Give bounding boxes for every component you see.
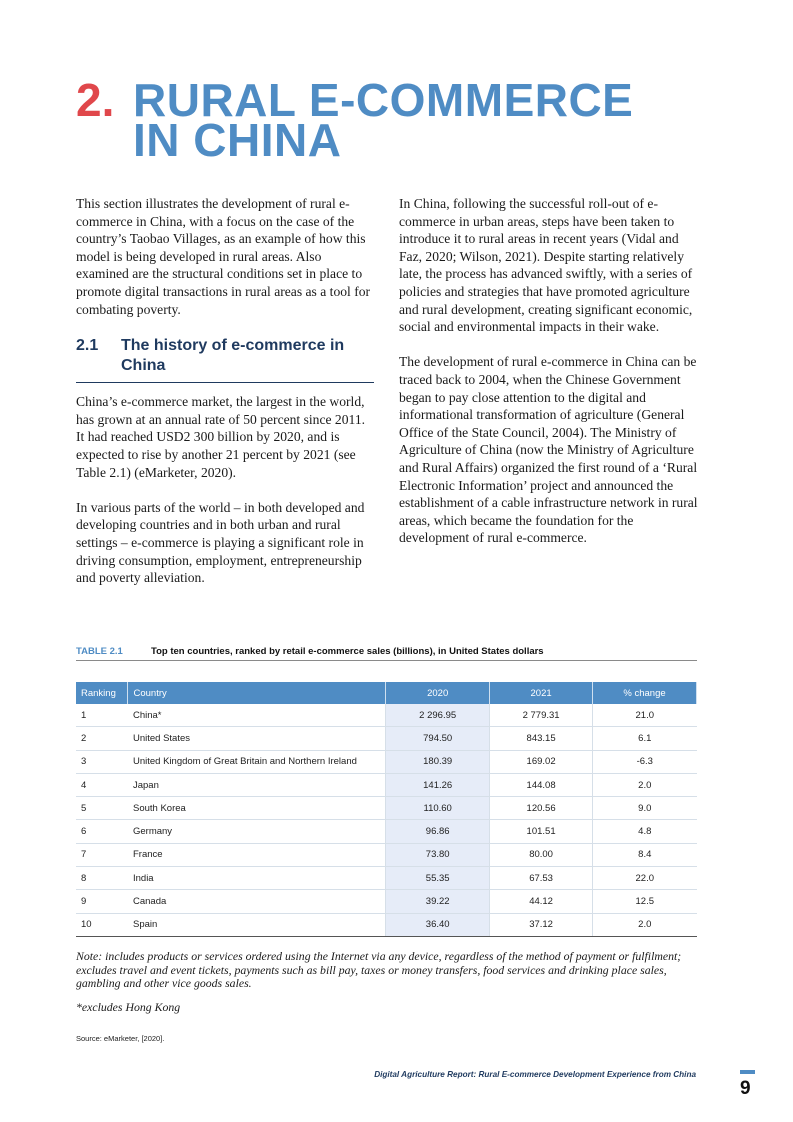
table-label: TABLE 2.1 [76,646,123,657]
cell-2021: 2 779.31 [490,704,593,727]
cell-country: United States [128,727,386,750]
cell-2021: 67.53 [490,867,593,890]
cell-2020: 794.50 [386,727,490,750]
cell-change: 22.0 [593,867,697,890]
cell-2020: 141.26 [386,773,490,796]
cell-2020: 2 296.95 [386,704,490,727]
cell-change: 12.5 [593,890,697,913]
section-number: 2.1 [76,337,99,355]
cell-change: 9.0 [593,797,697,820]
table-title: Top ten countries, ranked by retail e-commerce sales (billions), in United States dollars [151,646,544,657]
cell-2020: 39.22 [386,890,490,913]
table-row [76,797,697,820]
chapter-number: 2. [76,74,115,126]
cell-2021: 843.15 [490,727,593,750]
cell-country: Japan [128,773,386,796]
cell-country: India [128,867,386,890]
cell-ranking: 9 [76,890,128,913]
table-row [76,890,697,913]
sales-table [76,682,697,937]
cell-2020: 73.80 [386,843,490,866]
cell-2020: 180.39 [386,750,490,773]
cell-country: Spain [128,913,386,936]
table-caption [76,646,697,661]
section-title: The history of e-commerce in China [121,337,345,375]
header-country: Country [128,682,386,704]
cell-2021: 120.56 [490,797,593,820]
cell-change: 8.4 [593,843,697,866]
cell-2021: 169.02 [490,750,593,773]
right-column [399,195,699,564]
cell-2021: 101.51 [490,820,593,843]
header-2020: 2020 [386,682,490,704]
header-percent-change: % change [593,682,697,704]
page-number-bar [740,1070,755,1074]
table-footnote: *excludes Hong Kong [76,1000,181,1014]
table-row [76,867,697,890]
page-number: 9 [740,1078,751,1099]
header-ranking: Ranking [76,682,128,704]
table-note: Note: includes products or services ordered using the Internet via any device, regardless of the method of payment or fulfilment; excludes travel and event tickets, payments such as bill pay, taxes or money transfers, food services and drinking place sales, gambling and other vice goods sales. [76,949,682,991]
cell-ranking: 1 [76,704,128,727]
cell-ranking: 5 [76,797,128,820]
section-heading [76,336,374,383]
body-paragraph: In various parts of the world – in both developed and developing countries and in both urban and rural settings – e-commerce is playing a significant role in driving consumption, employment, entrepreneurship and poverty alleviation. [76,499,365,586]
cell-2020: 110.60 [386,797,490,820]
cell-ranking: 4 [76,773,128,796]
cell-country: France [128,843,386,866]
cell-2020: 36.40 [386,913,490,936]
cell-change: 21.0 [593,704,697,727]
chapter-title-line-2: IN CHINA [133,114,342,166]
header-2021: 2021 [490,682,593,704]
cell-change: 6.1 [593,727,697,750]
chapter-title-line-1: RURAL E-COMMERCE [133,74,634,126]
cell-2020: 55.35 [386,867,490,890]
table-row [76,773,697,796]
cell-2020: 96.86 [386,820,490,843]
cell-change: 2.0 [593,913,697,936]
cell-2021: 144.08 [490,773,593,796]
intro-paragraph: This section illustrates the development of rural e-commerce in China, with a focus on the case of the country’s Taobao Villages, as an example of how this model is being developed in rural areas. Also examined are the structural conditions set in place to promote digital transactions in rural areas as a tool for combating poverty. [76,196,371,317]
cell-change: 2.0 [593,773,697,796]
table-row [76,750,697,773]
body-paragraph: China’s e-commerce market, the largest in the world, has grown at an annual rate of 50 percent since 2011. It had reached USD2 300 billion by 2020, and is expected to rise by another 21 percent by 2021 (see Table 2.1) (eMarketer, 2020). [76,394,366,480]
cell-ranking: 2 [76,727,128,750]
cell-country: China* [128,704,386,727]
table-row [76,843,697,866]
cell-2021: 44.12 [490,890,593,913]
cell-ranking: 7 [76,843,128,866]
cell-change: -6.3 [593,750,697,773]
table-header-row [76,682,697,704]
table-row [76,913,697,936]
cell-ranking: 10 [76,913,128,936]
left-column [76,195,374,604]
cell-country: South Korea [128,797,386,820]
footer-report-title: Digital Agriculture Report: Rural E-commerce Development Experience from China [374,1070,696,1079]
cell-country: United Kingdom of Great Britain and Northern Ireland [128,750,386,773]
body-paragraph: In China, following the successful roll-out of e-commerce in urban areas, steps have been taken to introduce it to rural areas in recent years (Vidal and Faz, 2020; Wilson, 2021). Despite starting relatively late, the process has advanced swiftly, with a series of policies and strategies that have promoted agriculture and rural development, creating significant economic, social and environmental impacts in their wake. [399,196,693,335]
body-paragraph: The development of rural e-commerce in China can be traced back to 2004, when the Chinese Government began to pay close attention to the digital and informational transformation of agriculture (General Office of the State Council, 2004). The Ministry of Agriculture of China (now the Ministry of Agriculture and Rural Affairs) organized the first round of a ‘Rural Electronic Information’ project and announced the establishment of a cable infrastructure network in rural areas, which became the foundation for the development of rural e-commerce. [399,354,698,546]
table-source: Source: eMarketer, [2020]. [76,1034,165,1043]
cell-ranking: 8 [76,867,128,890]
cell-ranking: 3 [76,750,128,773]
cell-2021: 37.12 [490,913,593,936]
cell-ranking: 6 [76,820,128,843]
table-row [76,727,697,750]
cell-2021: 80.00 [490,843,593,866]
cell-change: 4.8 [593,820,697,843]
cell-country: Germany [128,820,386,843]
table-row [76,704,697,727]
table-row [76,820,697,843]
cell-country: Canada [128,890,386,913]
